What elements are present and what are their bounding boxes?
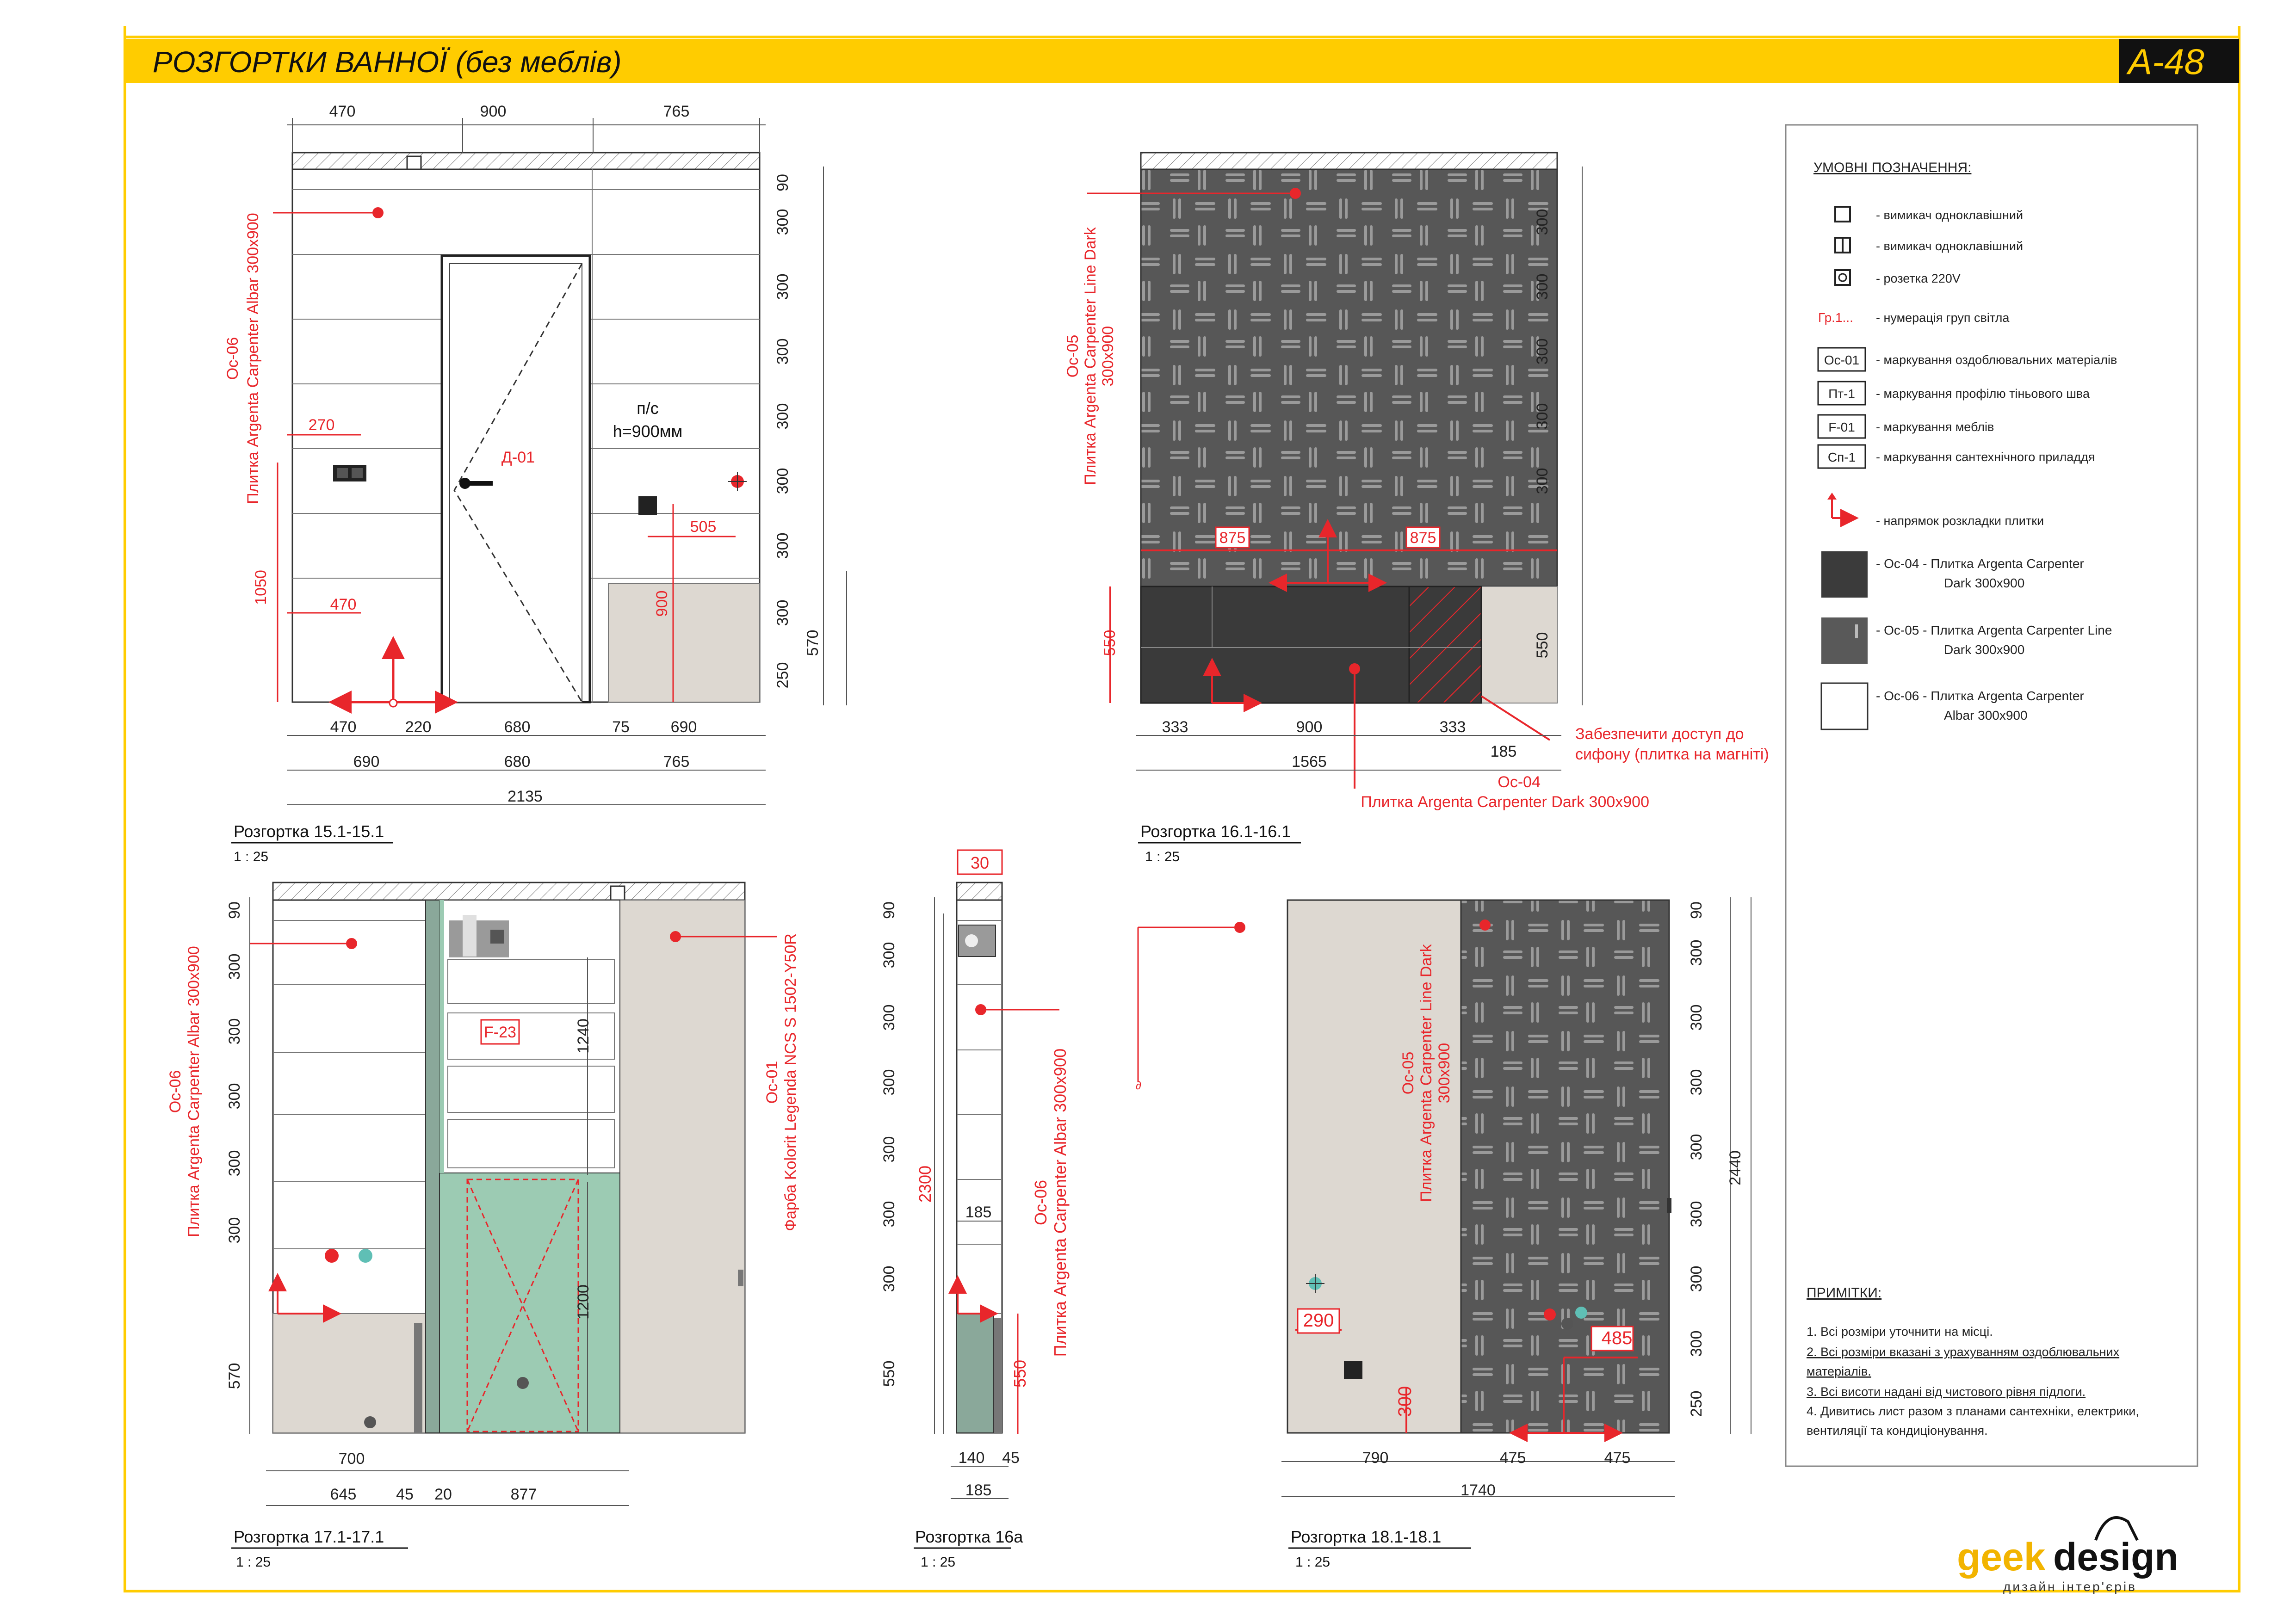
switch-single-icon [1835,207,1850,222]
elevation-17-1 [167,882,799,1570]
legend-item-text: - маркування меблів [1876,420,1994,434]
legend-tag: Гр.1... [1818,310,1853,325]
swatch-label: Albar 300x900 [1944,708,2028,722]
elevation-scale: 1 : 25 [1295,1555,1331,1570]
dim-label: 300 [226,953,243,980]
dim-label: 300 [1534,468,1551,494]
dim-label: 765 [663,103,690,120]
dim-label: 45 [396,1486,414,1503]
door-tag: Д-01 [501,449,535,466]
dim-label: 300 [774,338,792,365]
dim-label: 300 [1534,338,1551,365]
material-description: Плитка Argenta Carpenter Dark 300х900 [1361,793,1649,811]
dim-label: 20 [434,1486,452,1503]
socket-icon [1835,270,1850,285]
dim-label: 300 [774,403,792,430]
material-description: Плитка Argenta Carpenter Albar 300х900 [244,213,262,504]
dim-label: 333 [1162,718,1188,736]
dim-label: 300 [880,1136,898,1163]
dim-label: 300 [1688,1201,1705,1228]
material-description: Плитка Argenta Carpenter Line Dark [1417,944,1435,1202]
dim-label: 300 [774,209,792,235]
legend-panel [1786,125,2197,1466]
dim-label: 680 [504,718,531,736]
dim-label: 300 [226,1150,243,1177]
elevation-scale: 1 : 25 [234,849,269,864]
material-description: 300х900 [1436,1043,1453,1104]
elevation-title: Розгортка 18.1-18.1 [1291,1527,1442,1546]
company-logo [1957,1518,2178,1594]
dim-label: 900 [1296,718,1323,736]
dim-red: 300 [1395,1386,1415,1417]
dim-label: 300 [226,1083,243,1110]
dim-label: 185 [965,1481,992,1499]
material-tag: Ос-05 [1064,334,1082,378]
dim-label: 550 [880,1360,898,1387]
dim-label: 185 [965,1203,992,1221]
legend-tag: Пт-1 [1828,387,1855,401]
swatch-label: - Ос-05 - Плитка Argenta Carpenter Line [1876,623,2112,637]
dim-label: 2135 [507,788,543,805]
dim-label: 475 [1604,1449,1631,1467]
legend-item-text: - маркування оздоблювальних матеріалів [1876,353,2117,367]
siphon-note: Забезпечити доступ до [1575,725,1744,743]
swatch-oc05 [1821,617,1868,664]
swatch-oc04 [1821,551,1868,598]
swatch-oc06 [1821,683,1868,729]
elevation-15-1 [224,103,847,864]
swatch-label: Dark 300x900 [1944,576,2025,590]
dim-label: 90 [880,901,898,919]
material-tag: Ос-06 [167,1070,184,1113]
page-title: РОЗГОРТКИ ВАННОЇ (без меблів) [153,45,622,79]
swatch-label: Dark 300x900 [1944,642,2025,657]
dim-label: 185 [1490,743,1517,760]
dim-red: 1050 [252,570,270,605]
material-description: Фарба Kolorit Legenda NCS S 1502-Y50R [782,933,799,1231]
dim-label: 300 [774,468,792,494]
dim-label: 570 [804,629,822,656]
material-tag: Ос-04 [1498,773,1541,791]
dim-red: 550 [1010,1359,1029,1388]
furniture-tag: F-23 [484,1024,516,1041]
dim-label: 300 [1688,1330,1705,1357]
dim-red: 290 [1303,1310,1334,1331]
legend-item-text: - напрямок розкладки плитки [1876,514,2044,528]
elevation-16-1 [1064,153,1769,864]
legend-tag: Ос-01 [1824,353,1860,367]
dim-red: 2300 [916,1165,934,1203]
dim-label: 90 [774,174,792,191]
dim-label: 250 [774,662,792,689]
elevation-18-1 [1136,897,1751,1570]
dim-red: 900 [653,590,671,617]
dim-label: 300 [1688,1069,1705,1096]
notes-title: ПРИМІТКИ: [1807,1285,1882,1301]
dim-red: 505 [690,518,717,536]
logo-text-geek: geek [1957,1535,2046,1579]
dim-label: 300 [1534,403,1551,430]
elevation-title: Розгортка 16.1-16.1 [1140,822,1291,841]
dim-label: 790 [1362,1449,1389,1467]
dim-label: 300 [226,1217,243,1244]
material-tag: Ос-06 [1031,1179,1050,1226]
siphon-note: сифону (плитка на магніті) [1575,746,1769,763]
dim-label: 250 [1688,1390,1705,1417]
dim-label: 680 [504,753,531,771]
socket-note: h=900мм [613,422,683,441]
tile-direction-arrow-icon [1827,493,1855,518]
elevation-title: Розгортка 16а [915,1527,1023,1546]
sheet-number: А-48 [2128,41,2204,82]
section-marker-icon: ∂ [1136,1080,1141,1092]
dim-label: 220 [405,718,432,736]
legend-item-text: - вимикач одноклавішний [1876,208,2024,222]
dim-red: 875 [1410,529,1436,547]
elevation-scale: 1 : 25 [236,1555,271,1570]
socket-note: п/с [637,399,659,418]
dim-label: 75 [612,718,630,736]
dim-label: 300 [1534,209,1551,235]
dim-label: 300 [1688,1265,1705,1292]
dim-label: 1565 [1292,753,1327,771]
dim-red: 470 [330,596,357,613]
dim-label: 470 [330,718,357,736]
dim-label: 140 [958,1449,985,1467]
legend-item-text: - маркування сантехнічного приладдя [1876,450,2095,464]
dim-label: 765 [663,753,690,771]
dim-red: 485 [1601,1328,1633,1348]
logo-tagline: дизайн інтер'єрів [2003,1580,2137,1594]
legend-item-text: - нумерація груп світла [1876,311,2010,325]
dim-label: 2440 [1727,1150,1744,1185]
dim-label: 690 [670,718,697,736]
dim-label: 645 [330,1486,357,1503]
dim-label: 900 [480,103,507,120]
material-description: Плитка Argenta Carpenter Albar 300х900 [1051,1048,1070,1357]
dim-label: 1240 [575,1018,592,1054]
note-line: 3. Всі висоти надані від чистового рівня підлоги. [1807,1385,2086,1399]
legend-item-text: - розетка 220V [1876,272,1961,285]
dim-label: 550 [1534,632,1551,659]
dim-red: 270 [308,416,335,434]
elevation-scale: 1 : 25 [921,1555,956,1570]
note-line: 1. Всі розміри уточнити на місці. [1807,1325,1993,1339]
dim-label: 45 [1002,1449,1020,1467]
dim-label: 300 [774,599,792,626]
dim-label: 1200 [575,1284,592,1320]
elevation-16a [880,850,1070,1570]
note-line: 2. Всі розміри вказані з урахуванням оздоблювальних [1807,1345,2120,1359]
dim-label: 690 [353,753,380,771]
dim-label: 300 [880,1201,898,1228]
material-description: Плитка Argenta Carpenter Albar 300х900 [185,946,203,1237]
dim-label: 470 [329,103,356,120]
dim-label: 300 [1534,273,1551,300]
dim-red: 550 [1101,629,1119,656]
dim-label: 300 [226,1018,243,1045]
dim-label: 877 [510,1486,537,1503]
material-tag: Ос-06 [224,337,241,380]
dim-label: 300 [1688,939,1705,966]
dim-label: 300 [774,532,792,559]
note-line: матеріалів. [1807,1364,1871,1378]
legend-item-text: - вимикач одноклавішний [1876,239,2024,253]
dim-label: 1740 [1461,1481,1496,1499]
swatch-label: - Ос-06 - Плитка Argenta Carpenter [1876,689,2084,703]
note-line: 4. Дивитись лист разом з планами сантехніки, електрики, [1807,1404,2139,1418]
material-description: 300х900 [1099,326,1117,387]
dim-label: 300 [1688,1004,1705,1031]
dim-label: 300 [1688,1134,1705,1160]
dim-label: 475 [1499,1449,1526,1467]
dim-label: 300 [774,273,792,300]
dim-label: 700 [338,1450,365,1468]
legend-title: УМОВНІ ПОЗНАЧЕННЯ: [1813,160,1972,175]
swatch-label: - Ос-04 - Плитка Argenta Carpenter [1876,556,2084,571]
dim-label: 300 [880,1265,898,1292]
dim-label: 90 [226,901,243,919]
dim-red: 875 [1219,529,1246,547]
dim-label: 333 [1439,718,1466,736]
legend-item-text: - маркування профілю тіньового шва [1876,387,2090,401]
dim-red: 30 [970,853,990,872]
elevation-scale: 1 : 25 [1145,849,1180,864]
dim-label: 300 [880,1004,898,1031]
elevation-title: Розгортка 15.1-15.1 [234,822,384,841]
legend-tag: F-01 [1828,420,1855,434]
material-tag: Ос-05 [1399,1051,1417,1095]
material-description: Плитка Argenta Carpenter Line Dark [1082,227,1099,485]
note-line: вентиляції та кондиціонування. [1807,1424,1988,1438]
legend-tag: Сп-1 [1827,450,1856,464]
logo-text-design: design [2053,1535,2178,1579]
dim-label: 90 [1688,901,1705,919]
elevation-title: Розгортка 17.1-17.1 [234,1527,384,1546]
dim-label: 300 [880,942,898,969]
dim-label: 300 [880,1069,898,1096]
dim-label: 570 [226,1363,243,1389]
material-tag: Ос-01 [763,1061,781,1104]
